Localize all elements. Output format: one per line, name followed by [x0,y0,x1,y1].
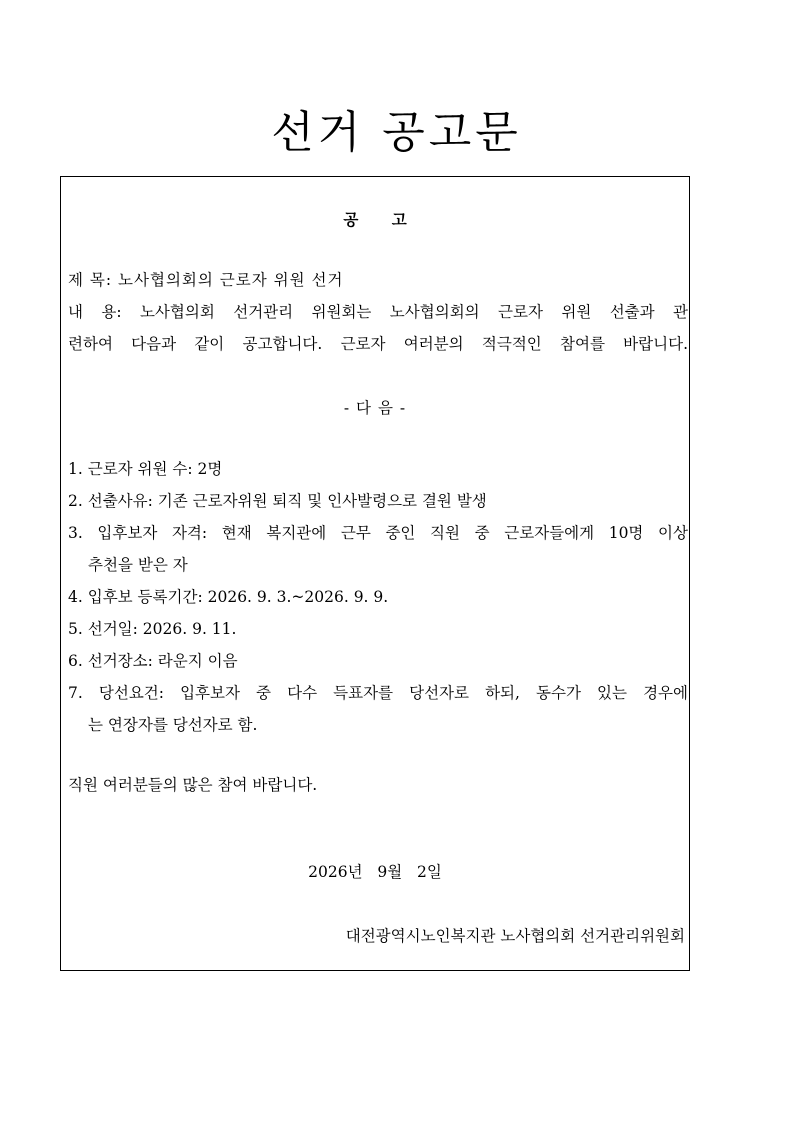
separator-text: - 다 음 - [343,399,407,417]
notice-heading: 공 고 [343,210,421,229]
list-item: 2. 선출사유: 기존 근로자위원 퇴직 및 인사발령으로 결원 발생 [68,492,487,510]
list-item: 4. 입후보 등록기간: 2026. 9. 3.~2026. 9. 9. [68,588,389,606]
list-item: 3. 입후보자 자격: 현재 복지관에 근무 중인 직원 중 근로자들에게 10명 이상 [68,524,688,542]
list-item-continuation: 추천을 받은 자 [88,556,188,574]
issuer-name: 대전광역시노인복지관 노사협의회 선거관리위원회 [345,927,685,945]
subject-line: 제 목: 노사협의회의 근로자 위원 선거 [68,271,344,289]
document-title: 선거 공고문 [271,107,522,158]
content-line-2: 련하여 다음과 같이 공고합니다. 근로자 여러분의 적극적인 참여를 바랍니다. [68,335,688,353]
list-item: 7. 당선요건: 입후보자 중 다수 득표자를 당선자로 하되, 동수가 있는 경우에 [68,684,688,702]
list-item-continuation: 는 연장자를 당선자로 함. [88,716,258,734]
closing-text: 직원 여러분들의 많은 참여 바랍니다. [68,776,318,794]
notice-date: 2026년 9월 2일 [308,863,442,881]
notice-box [60,176,690,971]
list-item: 1. 근로자 위원 수: 2명 [68,460,223,478]
list-item: 5. 선거일: 2026. 9. 11. [68,620,237,638]
content-line-1: 내 용: 노사협의회 선거관리 위원회는 노사협의회의 근로자 위원 선출과 관 [68,303,688,321]
list-item: 6. 선거장소: 라운지 이음 [68,652,238,670]
